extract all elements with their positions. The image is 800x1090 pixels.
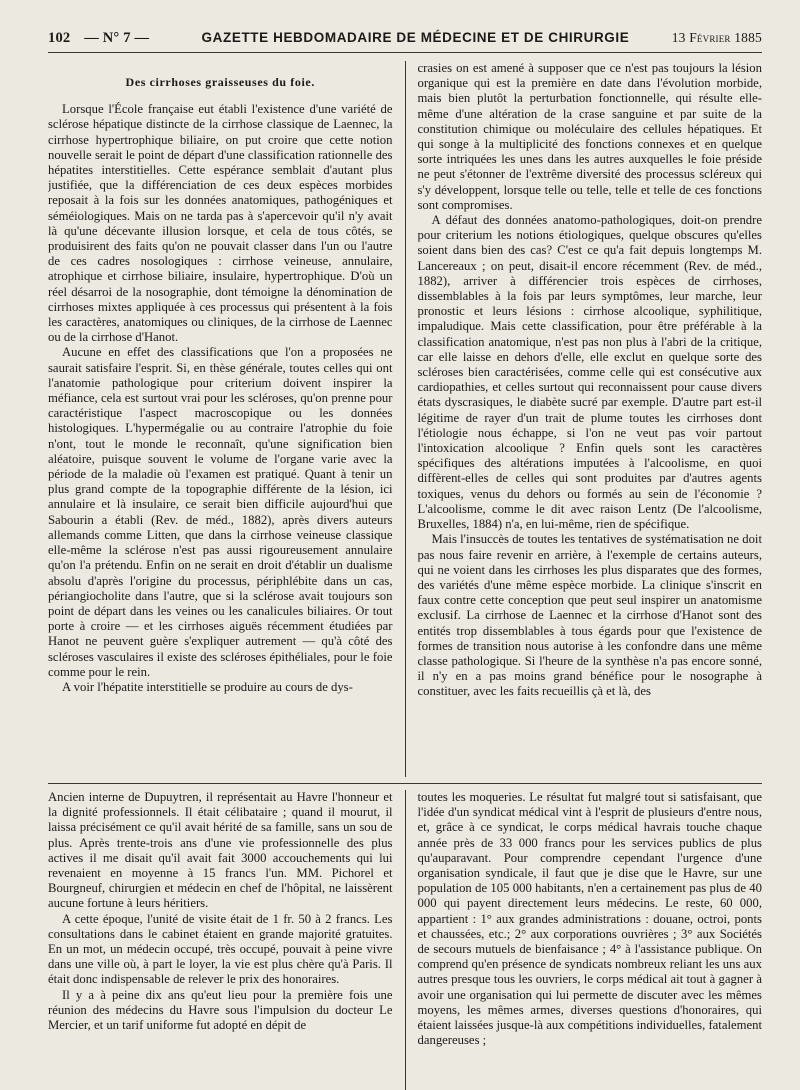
article-paragraph: Lorsque l'École française eut établi l'existence d'une variété de sclérose hépatique distincte de la cirrhose classique de Laennec, la cirrhose hypertrophique biliaire, on put croire que cette notion nouvelle serait le point de départ d'une classification rationnelle des hépatites interstitielles. Cette espérance semblait d'autant plus justifiée, que la différenciation de ces deux espèces morbides reposait à la fois sur les données anatomiques, pathogéniques et séméiologiques. Mais on ne tarda pas à s'apercevoir qu'il n'y avait là qu'une décevante illusion lorsque, et cela de tous côtés, se produisirent des faits qu'on ne pouvait classer dans l'un ou l'autre de ces cadres nosologiques : cirrhose veineuse, annulaire, atrophique et cirrhose biliaire, insulaire, hypertrophique. D'où un réel désarroi de la nosographie, dont témoigne la dénomination de cirrhoses mixtes appliquée à ces processus qui présentent à la fois les caractères, anatomiques ou cliniques, de la cirrhose de Laennec ou de la cirrhose d'Hanot. [48,102,393,345]
bottom-paragraph: Il y a à peine dix ans qu'eut lieu pour la première fois une réunion des médecins du Havre sous l'impulsion du docteur Le Mercier, et un tarif uniforme fut adopté en dépit de [48,987,393,1033]
article-paragraph: Aucune en effet des classifications que l'on a proposées ne saurait satisfaire l'esprit. Si, en thèse générale, toutes celles qui ont l'anatomie pathologique pour criterium doivent inspirer la méfiance, cela est surtout vrai pour les scléroses, qu'on prenne pour caractéristique l'aspect macroscopique ou les données histologiques. L'hypermégalie ou au contraire l'atrophie du foie n'ont, tout le monde le reconnaît, qu'une signification bien aléatoire, puisque souvent le volume de l'organe varie avec la période de la maladie où l'examen est pratiqué. Quant à tenir un plus grand compte de la topographie différente de la lésion, ici annulaire et là insulaire, ce serait bien difficile aujourd'hui que Sabourin a établi (Rev. de méd., 1882), après divers auteurs allemands comme Litten, que dans la cirrhose veineuse classique elle-même la sclérose n'est pas aussi rigoureusement annulaire qu'on l'a prétendu. Enfin on ne serait en droit d'établir un dualisme absolu d'après l'origine du processus, périphlébite dans un cas, périangiocholite dans l'autre, que si la sclérose avait toujours son point de départ dans les veines ou les canalicules biliaires. Or tout porte à croire — et les cirrhoses aiguës récemment étudiées par Hanot ne peuvent guère s'expliquer autrement — qu'à côté des scléroses vasculaires il existe des scléroses épithéliales, pour le foie comme pour le rein. [48,345,393,679]
section-divider [48,783,762,784]
header-left [48,30,159,47]
article-paragraph: crasies on est amené à supposer que ce n'est pas toujours la lésion organique qui est la première en date dans l'évolution morbide, mais bien plutôt la perturbation fonctionnelle, qui résulte elle-même d'une altération de la crase sanguine et par suite de la constitution chimique ou moléculaire des cellules hépatiques. Et qui songe à la multiplicité des fonctions connexes et en quelque sorte intriquées les unes dans les autres auxquelles le foie préside ne peut s'étonner de l'extrême diversité des processus scléreux qui s'y développent, lorsque telle ou telle, telle et telle de ces fonctions sont compromises. [417,61,762,212]
article-right-column [405,61,763,777]
bottom-columns [48,790,762,1090]
article-columns [48,61,762,777]
bottom-right-column [405,790,763,1090]
issue-number: — N° 7 — [84,30,150,46]
article-left-column [48,61,393,777]
page-number: 102 [48,30,71,46]
article-paragraph: A voir l'hépatite interstitielle se produire au cours de dys- [62,679,353,694]
article-title: Des cirrhoses graisseuses du foie. [125,75,315,89]
issue-date: 13 Février 1885 [671,30,762,45]
bottom-paragraph: Ancien interne de Dupuytren, il représentait au Havre l'honneur et la dignité professionnels. Il était célibataire ; quand il mourut, il laissa précisément ce qu'il avait hérité de sa famille, sans un sou de plus. Après trente-trois ans d'une vie professionnelle des plus actives il me disait qu'il avait fait 3000 accouchements qui lui revenaient en moyenne à 15 francs l'un. MM. Pichorel et Bourgneuf, chirurgien et médecin en chef de l'hôpital, ne laissèrent aucune fortune à leurs héritiers. [48,790,393,911]
page-header [48,30,762,53]
bottom-paragraph: toutes les moqueries. Le résultat fut malgré tout si satisfaisant, que l'idée d'un syndicat médical vint à l'esprit de plusieurs d'entre nous, et, grâce à ce syndicat, le corps médical havrais touche chaque année près de 33 000 francs pour les services publics de plus qu'auparavant. Pour comprendre cependant l'urgence d'une organisation syndicale, il faut que je dise que le Havre, sur une population de 105 000 habitants, n'en a certainement pas plus de 40 000 qui payent directement leurs médecins. Le reste, 60 000, appartient : 1° aux grandes administrations : douane, octroi, ponts et chaussées, etc.; 2° aux corporations ouvrières ; 3° aux Sociétés de secours mutuels de bienfaisance ; 4° à l'assistance publique. On comprend qu'en présence de syndicats nombreux reliant les uns aux autres presque tous les ouvriers, le corps médical ait tout à gagner à avoir une organisation qui lui permette de discuter avec les mêmes moyens, les mêmes armes, diverses questions d'honoraires, qui étaient laissées jusque-là aux compétitions individuelles, fatalement dangereuses ; [417,790,762,1048]
article-paragraph: A défaut des données anatomo-pathologiques, doit-on prendre pour criterium les notions étiologiques, quelque obscures qu'elles soient dans bien des cas? C'est ce qu'a fait depuis longtemps M. Lancereaux ; on peut, disait-il encore récemment (Rev. de méd., 1882), arriver à différencier trois espèces de cirrhoses, dissemblables à la fois par leurs symptômes, leur marche, leur pronostic et leurs lésions : cirrhose alcoolique, syphilitique, impaludique. Mais cette classification, pour être préférable à la classification anatomique, n'est pas non plus à l'abri de la critique, car elle laisse en dehors d'elle, elle exclut en quelque sorte des scléroses bien caractérisées, comme celle qui est consécutive aux cardiopathies, et celles surtout qui reconnaissent pour cause divers états dyscrasiques, le diabète sucré par exemple. D'autre part est-il légitime de rayer d'un trait de plume toutes les cirrhoses dont l'étiologie nous échappe, si l'on ne veut pas voir partout l'intoxication alcoolique ? Enfin quels sont les caractères spécifiques des altérations imputées à l'alcoolisme, en quoi diffèrent-elles de celles qui sont produites par d'autres agents toxiques, venus du dehors ou formés au sein de l'économie ? L'alcoolisme, comme le dit avec raison Lentz (De l'alcoolisme, Bruxelles, 1884) n'a, en lui-même, rien de spécifique. [417,213,762,532]
journal-title: GAZETTE HEBDOMADAIRE DE MÉDECINE ET DE CHIRURGIE [201,30,630,45]
bottom-left-column [48,790,393,1090]
bottom-paragraph: A cette époque, l'unité de visite était de 1 fr. 50 à 2 francs. Les consultations dans le cabinet étaient en grande majorité gratuites. En un mot, un médecin occupé, très occupé, pouvait à peine vivre dans une ville où, à part le loyer, la vie est plus chère qu'à Paris. Il était donc indispensable de relever le prix des honoraires. [48,911,393,987]
article-paragraph: Mais l'insuccès de toutes les tentatives de systématisation ne doit pas nous faire revenir en arrière, à l'exemple de certains auteurs, qui ne voient dans les cirrhoses les plus disparates que des formes, des variétés d'une même espèce morbide. La clinique s'inscrit en faux contre cette conception que peut seul inspirer un anatomisme exclusif. La cirrhose de Laennec et la cirrhose d'Hanot sont des entités trop dissemblables à tous égards pour que l'existence de formes de transition nous autorise à les confondre dans une même classe pathologique. Si l'heure de la synthèse n'a pas encore sonné, il n'y en a pas moins grand bénéfice pour le nosographe à constituer, avec les faits recueillis çà et là, des [417,532,762,699]
